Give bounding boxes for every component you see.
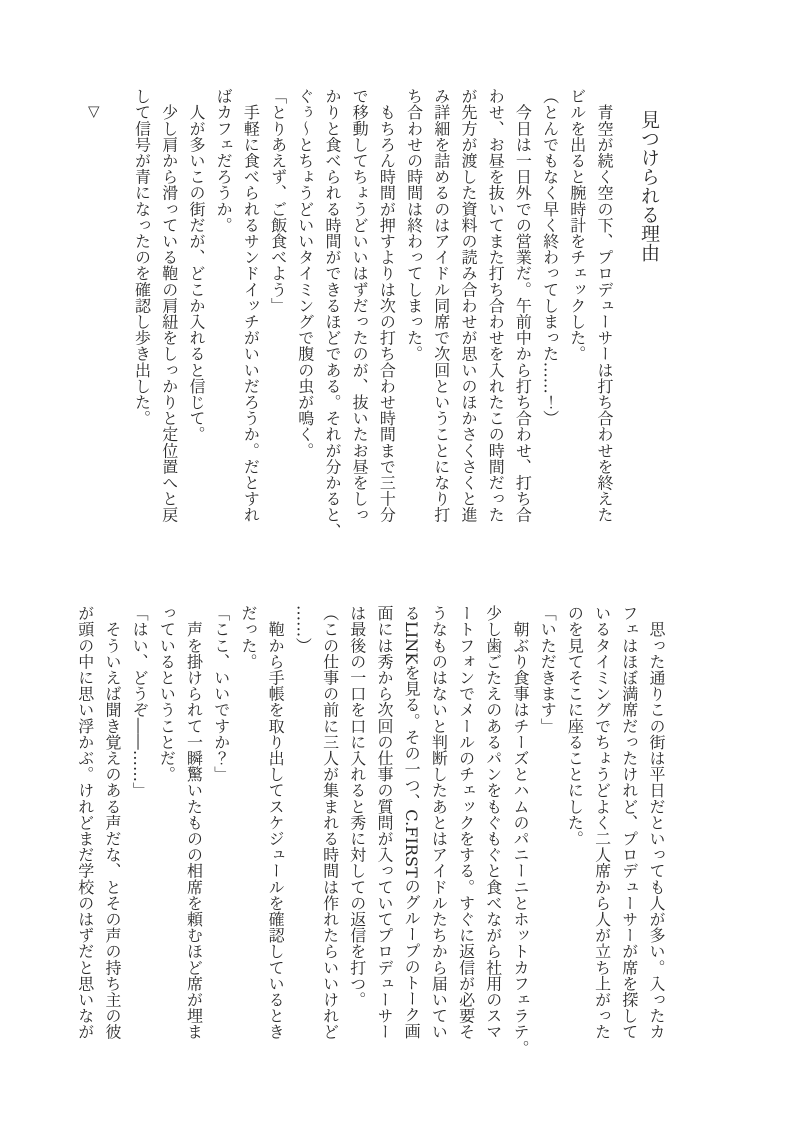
text-line: み詳細を詰めるのはアイドル同席で次回ということになり打 <box>431 88 451 523</box>
text-line: かりと食べられる時間ができるほどである。それが分かると、 <box>322 88 342 539</box>
text-line: 「はい、どうぞ――……」 <box>130 605 150 799</box>
text-line: うなものはないと判断したあとはアイドルたちから届いてい <box>429 605 449 1040</box>
section-break-marker: ▽ <box>88 102 100 120</box>
text-line: 朝ぶり食事はチーズとハムのパニーニとホットカフェラテ。 <box>510 605 530 1056</box>
text-line: ばカフェだろうか。 <box>214 88 234 233</box>
text-line: 少し肩から滑っている鞄の肩紐をしっかりと定位置へと戻 <box>159 88 179 523</box>
text-line: フェはほぼ満席だったけれど、プロデューサーが席を探して <box>619 605 639 1040</box>
text-line: もちろん時間が押すよりは次の打ち合わせ時間まで三十分 <box>377 88 397 523</box>
story-section-bottom <box>72 605 670 1057</box>
text-line: のを見てそこに座ることにした。 <box>565 605 585 847</box>
text-line: 鞄から手帳を取り出してスケジュールを確認しているとき <box>266 605 286 1040</box>
text-line: 今日は一日外での営業だ。午前中から打ち合わせ、打ち合 <box>513 88 533 523</box>
text-line: 「いただきます」 <box>538 605 558 734</box>
text-line: っているということだ。 <box>157 605 177 783</box>
text-line: （とんでもなく早く終わってしまった……！） <box>540 88 560 427</box>
text-line: 思った通りこの街は平日だといっても人が多い。入ったカ <box>647 605 666 1040</box>
text-line: ち合わせの時間は終わってしまった。 <box>404 88 424 362</box>
text-line: して信号が青になったのを確認し歩き出した。 <box>132 88 152 427</box>
text-line: 「ここ、いいですか？」 <box>211 605 231 783</box>
story-title: 見つけられる理由 <box>638 110 660 262</box>
text-line: るLINKを見る。その一つ、C.FIRSTのグループのトーク画 <box>402 605 422 1039</box>
text-line: ートフォンでメールのチェックをする。すぐに返信が必要そ <box>456 605 476 1040</box>
story-section-top <box>128 88 663 540</box>
text-line: 少し歯ごたえのあるパンをもぐもぐと食べながら社用のスマ <box>483 605 503 1040</box>
text-line: が先方が渡した資料の読み合わせが思いのほかさくさくと進 <box>458 88 478 523</box>
text-line: 人が多いこの街だが、どこか入れると信じて。 <box>186 88 206 443</box>
text-line: は最後の一口を口に入れると秀に対しての返信を打つ。 <box>347 605 367 1008</box>
text-line: ビルを出ると腕時計をチェックした。 <box>567 88 587 362</box>
text-line: ぐぅ〜とちょうどいいタイミングで腹の虫が鳴く。 <box>295 88 315 459</box>
text-line: で移動してちょうどいいはずだったのが、抜いたお昼をしっ <box>350 88 370 523</box>
text-line: 「とりあえず、ご飯食べよう」 <box>268 88 288 314</box>
text-line: ……） <box>293 605 313 654</box>
text-line: 青空が続く空の下、プロデューサーは打ち合わせを終えた <box>595 88 614 523</box>
text-line: そういえば聞き覚えのある声だな、とその声の持ち主の彼 <box>102 605 122 1040</box>
text-line: 面には秀から次回の仕事の質問が入っていてプロデューサー <box>374 605 394 1040</box>
text-line: が頭の中に思い浮かぶ。けれどまだ学校のはずだと思いなが <box>75 605 95 1040</box>
text-line: わせ、お昼を抜いてまた打ち合わせを入れたこの時間だった <box>486 88 506 523</box>
text-line: いるタイミングでちょうどよく二人席から人が立ち上がった <box>592 605 612 1040</box>
text-line: （この仕事の前に三人が集まれる時間は作れたらいいけれど <box>320 605 340 1040</box>
text-line: 声を掛けられて一瞬驚いたものの相席を頼むほど席が埋ま <box>184 605 204 1040</box>
text-line: だった。 <box>238 605 258 670</box>
text-line: 手軽に食べられるサンドイッチがいいだろうか。だとすれ <box>241 88 261 523</box>
